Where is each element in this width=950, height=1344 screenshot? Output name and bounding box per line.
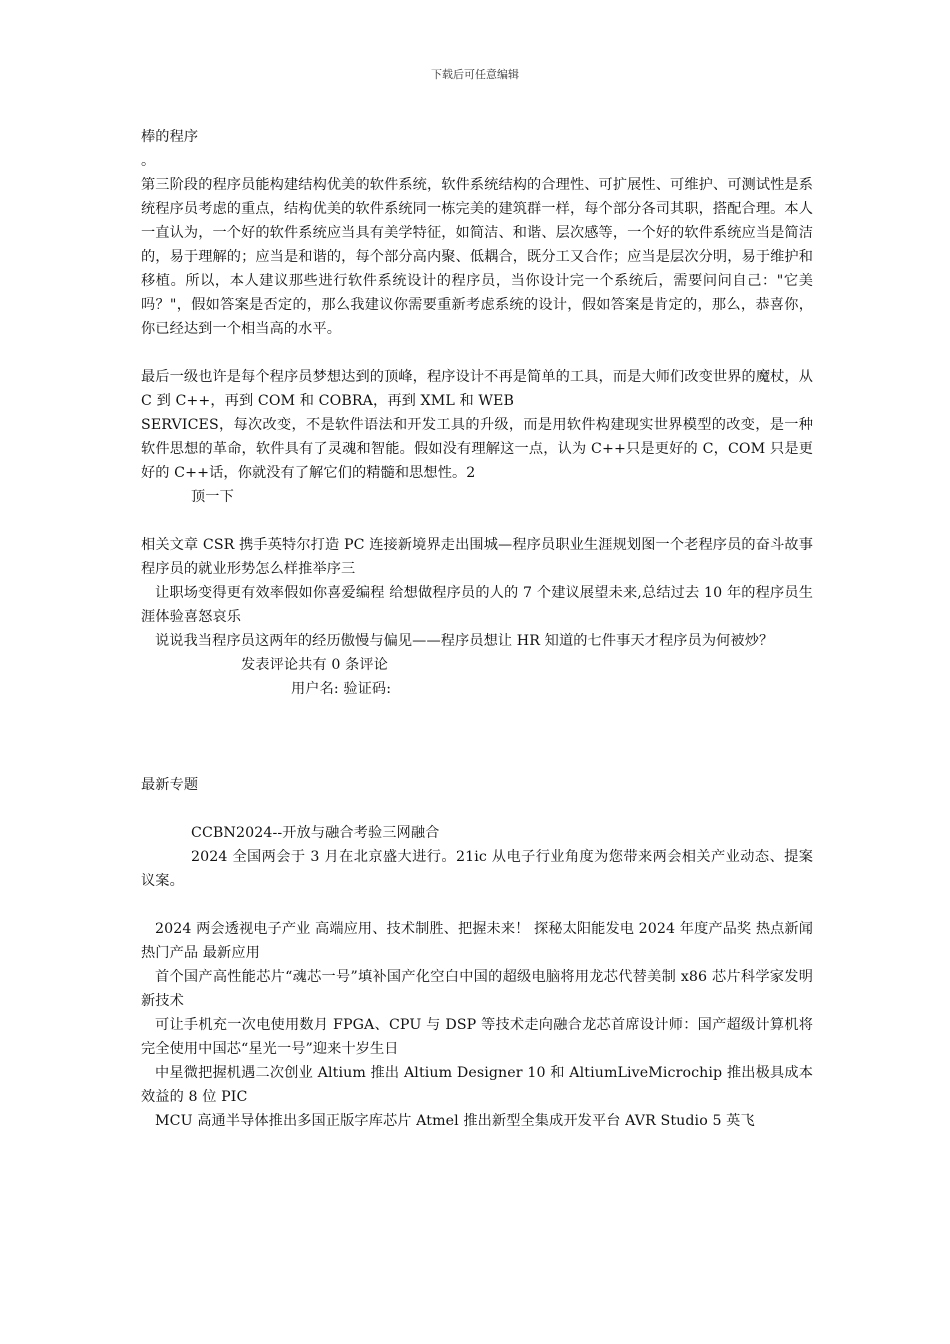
post-comment-line[interactable]: 发表评论共有 0 条评论: [241, 657, 388, 673]
related-articles-line-1[interactable]: 相关文章 CSR 携手英特尔打造 PC 连接新境界走出围城—程序员职业生涯规划图一个老程序员的奋斗故事程序员的就业形势怎么样推举序三: [141, 537, 813, 577]
related-articles-line-3[interactable]: 说说我当程序员这两年的经历傲慢与偏见——程序员想让 HR 知道的七件事天才程序员为何被炒？: [155, 633, 774, 649]
paragraph-stage-three: 第三阶段的程序员能构建结构优美的软件系统，软件系统结构的合理性、可扩展性、可维护、可测试性是系统程序员考虑的重点，结构优美的软件系统同一栋完美的建筑群一样，每个部分各司其职，搭配合理。本人一直认为，一个好的软件系统应当具有美学特征，如简洁、和谐、层次感等，一个好的软件系统应当是简洁的，易于理解的；应当是和谐的，每个部分高内聚、低耦合，既分工又合作；应当是层次分明，易于维护和移植。所以，本人建议那些进行软件系统设计的程序员，当你设计完一个系统后，需要问问自己："它美吗？"，假如答案是否定的，那么我建议你需要重新考虑系统的设计，假如答案是肯定的，那么，恭喜你，你已经达到一个相当高的水平。: [141, 177, 813, 337]
related-articles-line-2[interactable]: 让职场变得更有效率假如你喜爱编程 给想做程序员的人的 7 个建议展望未来,总结过去 10 年的程序员生涯体验喜怒哀乐: [141, 585, 813, 625]
page-header-note: 下载后可任意编辑: [431, 68, 519, 81]
topic-list-item[interactable]: 中星微把握机遇二次创业 Altium 推出 Altium Designer 10 和 AltiumLiveMicrochip 推出极具成本效益的 8 位 PIC: [141, 1065, 813, 1105]
topic-list-item[interactable]: MCU 高通半导体推出多国正版字库芯片 Atmel 推出新型全集成开发平台 AVR Studio 5 英飞: [155, 1113, 755, 1129]
topic-list-item[interactable]: 可让手机充一次电使用数月 FPGA、CPU 与 DSP 等技术走向融合龙芯首席设计师：国产超级计算机将完全使用中国芯“星光一号”迎来十岁生日: [141, 1017, 813, 1057]
article-fragment-title: 棒的程序: [141, 129, 199, 145]
article-fragment-period: 。: [141, 153, 156, 169]
topic-description: 2024 全国两会于 3 月在北京盛大进行。21ic 从电子行业角度为您带来两会相关产业动态、提案议案。: [141, 849, 813, 889]
paragraph-final-level-b: SERVICES，每次改变，不是软件语法和开发工具的升级，而是用软件构建现实世界模型的改变，是一种软件思想的革命，软件具有了灵魂和智能。假如没有理解这一点，认为 C++只是更好的 C，COM 只是更好的 C++话，你就没有了解它们的精髓和思想性。2: [141, 417, 813, 481]
topic-title-link[interactable]: CCBN2024--开放与融合考验三网融合: [191, 825, 440, 841]
comment-user-captcha-line: 用户名: 验证码:: [291, 681, 392, 697]
paragraph-final-level-a: 最后一级也许是每个程序员梦想达到的顶峰，程序设计不再是简单的工具，而是大师们改变世界的魔杖，从 C 到 C++，再到 COM 和 COBRA，再到 XML 和 WEB: [141, 369, 813, 409]
document-body: [141, 125, 813, 1133]
topic-list-item[interactable]: 首个国产高性能芯片“魂芯一号”填补国产化空白中国的超级电脑将用龙芯代替美制 x86 芯片科学家发明新技术: [141, 969, 813, 1009]
topic-list-item[interactable]: 2024 两会透视电子产业 高端应用、技术制胜、把握未来！ 探秘太阳能发电 2024 年度产品奖 热点新闻 热门产品 最新应用: [141, 921, 813, 961]
latest-topics-heading: 最新专题: [141, 777, 199, 793]
vote-up-link[interactable]: 顶一下: [191, 489, 234, 505]
